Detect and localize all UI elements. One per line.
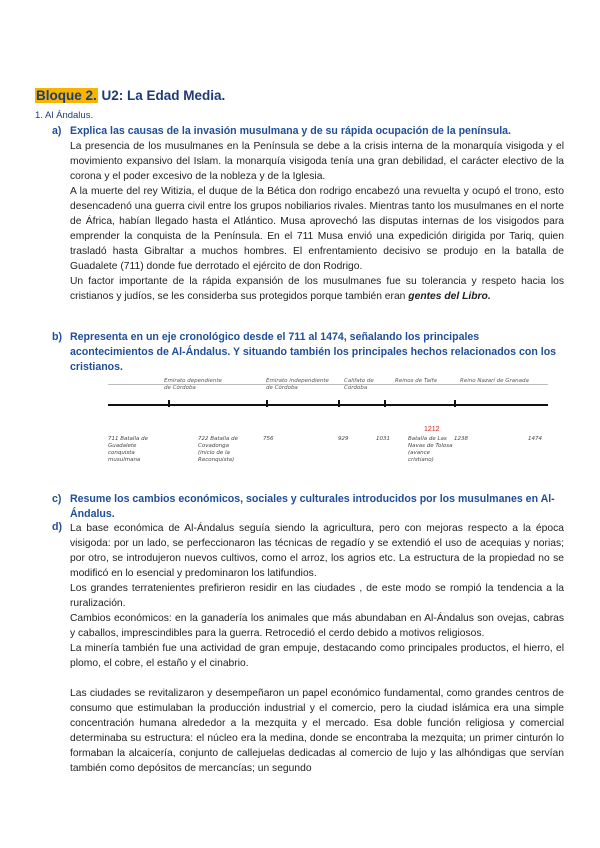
timeline-tick xyxy=(338,400,340,407)
timeline-bottom-label: 929 xyxy=(338,436,349,442)
timeline-bottom-label: 1031 xyxy=(376,436,390,442)
answer-d-paragraph-5: Las ciudades se revitalizaron y desempeñaron un papel económico fundamental, como grandes centros de consumo que estimulaban la producción industrial y el comercio, pero la ciudad islámica era una simple concentración humana alrededor a la mezquita y el mercado. Esa doble función religiosa y comercial determinaba su estructura: el núcleo era la medina, donde se encontraba la mezquita; un primer cinturón lo formaban la alcaicería, conjunto de callejuelas dedicadas al comercio de lujo y las alhóndigas que servían también como depósitos de mercancías; un segundo xyxy=(70,688,564,774)
question-b-heading xyxy=(52,330,564,375)
timeline xyxy=(108,378,558,478)
timeline-bottom-label: 711 Batalla de Guadalete conquista musulmana xyxy=(108,436,148,463)
timeline-bottom-label: 722 Batalla de Covadonga (inicio de la Reconquista) xyxy=(198,436,238,463)
question-c-text: Resume los cambios económicos, sociales y culturales introducidos por los musulmanes en Al-Ándalus. xyxy=(70,493,555,520)
question-b-label: b) xyxy=(52,331,62,343)
timeline-tick xyxy=(384,400,386,407)
timeline-tick xyxy=(454,400,456,407)
timeline-tick xyxy=(168,400,170,407)
answer-d-paragraph-3: Cambios económicos: en la ganadería los animales que más abundaban en Al-Ándalus son ovejas, cabras y caballos, imprescindibles para la guerra. Retrocedió el cerdo debido a motivos religiosos. xyxy=(70,613,564,639)
question-b-text: Representa en un eje cronológico desde el 711 al 1474, señalando los principales acontecimientos de Al-Ándalus. Y situando también los principales hechos relacionados con los cristianos. xyxy=(70,331,557,373)
question-a-heading xyxy=(52,124,511,139)
question-a-text: Explica las causas de la invasión musulmana y de su rápida ocupación de la península. xyxy=(70,125,511,137)
answer-a-p3-emphasis: gentes del Libro. xyxy=(408,291,491,302)
timeline-top-label: Reinos de Taifa xyxy=(395,378,437,384)
answer-a-paragraph-3 xyxy=(70,274,564,304)
timeline-top-label: Reino Nazarí de Granada xyxy=(460,378,529,384)
answer-d-paragraph-2: Los grandes terratenientes prefirieron residir en las ciudades , de este modo se rompió la tendencia a la ruralización. xyxy=(70,583,564,609)
timeline-red-mark: 1212 xyxy=(424,426,440,433)
timeline-bottom-label: 1238 xyxy=(454,436,468,442)
timeline-bottom-label: 1474 xyxy=(528,436,542,442)
title-rest: U2: La Edad Media. xyxy=(97,88,226,103)
question-c-label: c) xyxy=(52,493,62,505)
timeline-axis xyxy=(108,404,548,406)
answer-a-paragraph-1: La presencia de los musulmanes en la Península se debe a la crisis interna de la monarquía visigoda y el movimiento expansivo del Islam. la monarquía visigoda tenía una gran debilidad, el carácter electivo de la corona y el poder excesivo de la nobleza y de la Iglesia. xyxy=(70,141,564,182)
question-c-heading xyxy=(52,492,564,522)
timeline-top-label: Emirato dependiente de Córdoba xyxy=(164,378,222,391)
answer-d xyxy=(70,521,564,776)
timeline-top-label: Califato de Córdoba xyxy=(344,378,374,391)
question-a-label: a) xyxy=(52,125,62,137)
answer-d-paragraph-1: La base económica de Al-Ándalus seguía siendo la agricultura, pero con mejoras respecto a la época visigoda: por un lado, se perfeccionaron las técnicas de regadío y se extendió el uso de acequias y norias; por otro, se introdujeron nuevos cultivos, como el arroz, los agrios etc. La estructura de la propiedad no se modificó en lo esencial y predominaron los latifundios. xyxy=(70,523,564,579)
answer-d-paragraph-4: La minería también fue una actividad de gran empuje, destacando como principales productos, el hierro, el plomo, el cobre, el estaño y el cinabrio. xyxy=(70,643,564,669)
timeline-bottom-label: 756 xyxy=(263,436,274,442)
answer-a xyxy=(70,139,564,304)
answer-a-paragraph-2: A la muerte del rey Witizia, el duque de la Bética don rodrigo encabezó una revuelta y ocupó el trono, esto desencadenó una guerra civil entre los grupos nobiliarios rivales. Mientras tanto los musulmanes en el norte de África, habían llegado hasta el Atlántico. Musa aprovechó las disputas internas de los visigodos para emprender la conquista de la Península. En el 711 Musa envió una expedición dirigida por Tariq, quien trasladó hasta Gibraltar a muchos hombres. El enfrentamiento decisivo se produjo en la batalla de Guadalete (711) donde fue derrotado el ejército de don Rodrigo. xyxy=(70,186,564,272)
section-heading: 1. Al Ándalus. xyxy=(35,110,94,121)
page-title xyxy=(35,88,225,103)
timeline-top-label: Emirato independiente de Córdoba xyxy=(266,378,329,391)
timeline-bottom-label: Batalla de Las Navas de Tolosa (avance cristiano) xyxy=(408,436,453,463)
question-d-label: d) xyxy=(52,521,62,533)
answer-a-p3-text: Un factor importante de la rápida expansión de los musulmanes fue su tolerancia y respeto hacia los cristianos y judíos, se les considerba sus protegidos porque también eran xyxy=(70,276,564,302)
timeline-tick xyxy=(266,400,268,407)
title-highlight: Bloque 2. xyxy=(36,88,97,103)
